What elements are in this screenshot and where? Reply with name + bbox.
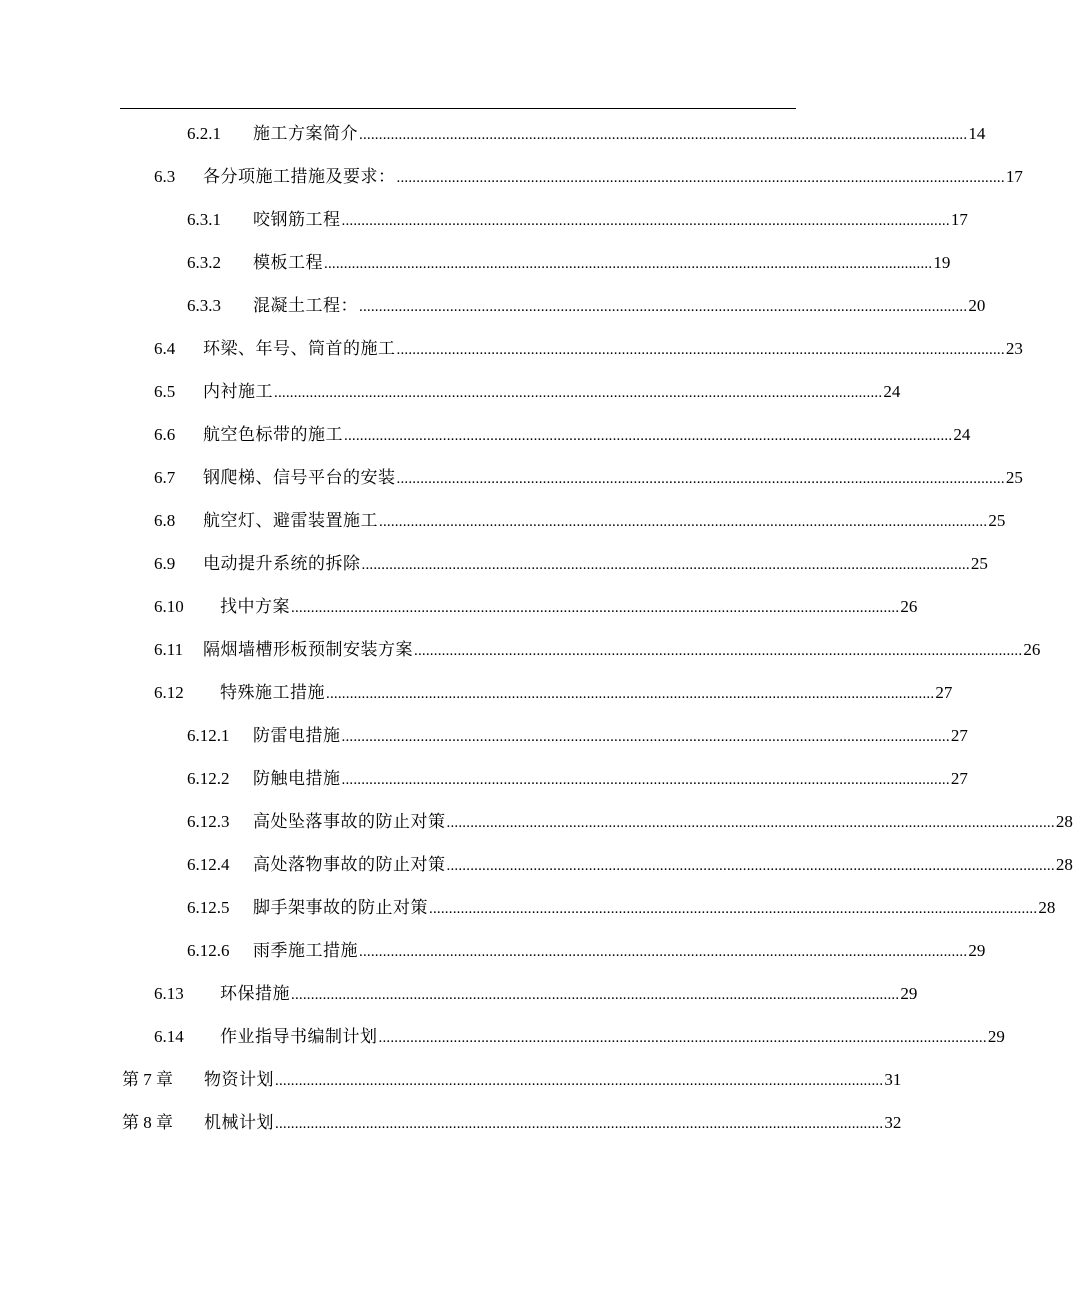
toc-entry[interactable]: [0, 552, 988, 576]
toc-entry[interactable]: [0, 208, 968, 232]
toc-entry-title: 作业指导书编制计划: [220, 1027, 378, 1047]
toc-entry-page: 28: [1055, 812, 1073, 831]
toc-entry-number: 6.12.4: [187, 855, 230, 874]
toc-entry-title: 隔烟墙槽形板预制安装方案: [203, 640, 413, 660]
toc-entry-page: 25: [970, 554, 988, 573]
toc-entry[interactable]: [0, 810, 1073, 834]
toc-entry[interactable]: [0, 939, 986, 963]
toc-entry-title: 电动提升系统的拆除: [203, 554, 361, 574]
dot-leader: ..........................................................................................................................................................: [344, 428, 953, 444]
toc-entry[interactable]: [0, 380, 920, 404]
dot-leader: ..........................................................................................................................................................: [341, 772, 950, 788]
toc-entry-title: 机械计划: [204, 1113, 274, 1133]
toc-entry-page: 27: [935, 683, 953, 702]
toc-entry-title: 钢爬梯、信号平台的安装: [203, 468, 396, 488]
toc-entry-number: 6.3.2: [187, 253, 221, 272]
toc-entry-number: 6.12.5: [187, 898, 230, 917]
dot-leader: ..........................................................................................................................................................: [291, 987, 900, 1003]
dot-leader: ..........................................................................................................................................................: [446, 815, 1055, 831]
toc-entry-page: 28: [1055, 855, 1073, 874]
dot-leader: ..........................................................................................................................................................: [446, 858, 1055, 874]
toc-entry-title: 混凝土工程：: [253, 296, 358, 316]
toc-entry-page: 19: [933, 253, 951, 272]
dot-leader: ..........................................................................................................................................................: [396, 342, 1005, 358]
toc-entry[interactable]: [0, 294, 986, 318]
toc-entry[interactable]: [0, 122, 986, 146]
toc-entry-page: 32: [884, 1113, 902, 1132]
toc-entry-page: 17: [950, 210, 968, 229]
toc-entry[interactable]: [0, 681, 953, 705]
toc-entry-page: 25: [1005, 468, 1023, 487]
toc-entry-page: 24: [953, 425, 971, 444]
toc-entry-page: 29: [900, 984, 918, 1003]
toc-entry-number: 6.4: [154, 339, 176, 358]
toc-entry-page: 27: [950, 726, 968, 745]
toc-entry-number: 6.5: [154, 382, 176, 401]
toc-entry[interactable]: [0, 767, 968, 791]
toc-entry-number: 6.9: [154, 554, 176, 573]
toc-entry-title: 航空灯、避雷装置施工: [203, 511, 378, 531]
toc-entry-number: 6.12.2: [187, 769, 230, 788]
toc-entry[interactable]: [0, 724, 968, 748]
toc-entry[interactable]: [0, 1025, 1005, 1049]
toc-entry-page: 29: [987, 1027, 1005, 1046]
toc-entry-page: 17: [1005, 167, 1023, 186]
toc-entry-title: 模板工程: [253, 253, 323, 273]
toc-entry-title: 高处落物事故的防止对策: [253, 855, 446, 875]
toc-entry[interactable]: [0, 337, 1023, 361]
dot-leader: ..........................................................................................................................................................: [429, 901, 1038, 917]
toc-entry-title: 防雷电措施: [253, 726, 341, 746]
dot-leader: ..........................................................................................................................................................: [359, 299, 968, 315]
toc-entry-number: 6.14: [154, 1027, 184, 1046]
toc-entry-number: 第 8 章: [122, 1113, 173, 1132]
toc-entry-page: 14: [968, 124, 986, 143]
toc-entry-title: 高处坠落事故的防止对策: [253, 812, 446, 832]
toc-entry[interactable]: [0, 423, 971, 447]
toc-entry-title: 咬钢筋工程: [253, 210, 341, 230]
dot-leader: ..........................................................................................................................................................: [361, 557, 970, 573]
toc-entry-title: 施工方案简介: [253, 124, 358, 144]
toc-entry-number: 6.13: [154, 984, 184, 1003]
toc-entry-number: 6.11: [154, 640, 184, 659]
toc-entry-page: 28: [1038, 898, 1056, 917]
toc-entry-title: 防触电措施: [253, 769, 341, 789]
dot-leader: ..........................................................................................................................................................: [396, 170, 1005, 186]
toc-entry[interactable]: [0, 896, 1056, 920]
dot-leader: ..........................................................................................................................................................: [379, 514, 988, 530]
toc-entry-page: 20: [968, 296, 986, 315]
dot-leader: ..........................................................................................................................................................: [326, 686, 935, 702]
toc-entry-page: 27: [950, 769, 968, 788]
toc-entry-title: 航空色标带的施工: [203, 425, 343, 445]
toc-entry[interactable]: [0, 853, 1073, 877]
toc-entry[interactable]: [0, 165, 1023, 189]
toc-entry-number: 6.3.3: [187, 296, 221, 315]
toc-entry[interactable]: [0, 466, 1023, 490]
toc-entry-page: 29: [968, 941, 986, 960]
toc-entry-page: 26: [900, 597, 918, 616]
toc-entry-page: 23: [1005, 339, 1023, 358]
toc-entry-number: 6.12.3: [187, 812, 230, 831]
dot-leader: ..........................................................................................................................................................: [414, 643, 1023, 659]
dot-leader: ..........................................................................................................................................................: [378, 1030, 987, 1046]
toc-entry-title: 特殊施工措施: [220, 683, 325, 703]
toc-entry-title: 雨季施工措施: [253, 941, 358, 961]
toc-entry-title: 脚手架事故的防止对策: [253, 898, 428, 918]
toc-entry-number: 6.3: [154, 167, 176, 186]
toc-entry-title: 物资计划: [204, 1070, 274, 1090]
dot-leader: ..........................................................................................................................................................: [275, 1116, 884, 1132]
toc-entry[interactable]: [0, 595, 920, 619]
toc-entry-title: 找中方案: [220, 597, 290, 617]
toc-entry-title: 环梁、年号、筒首的施工: [203, 339, 396, 359]
toc-entry-page: 25: [988, 511, 1006, 530]
toc-entry-number: 6.10: [154, 597, 184, 616]
toc-entry[interactable]: [0, 509, 1006, 533]
toc-entry-page: 26: [1023, 640, 1041, 659]
toc-entry[interactable]: [0, 1068, 920, 1092]
toc-entry-number: 6.12.1: [187, 726, 230, 745]
toc-entry-page: 24: [883, 382, 901, 401]
toc-entry-number: 6.8: [154, 511, 176, 530]
toc-entry-title: 环保措施: [220, 984, 290, 1004]
toc-entry-page: 31: [884, 1070, 902, 1089]
dot-leader: ..........................................................................................................................................................: [359, 127, 968, 143]
dot-leader: ..........................................................................................................................................................: [274, 385, 883, 401]
toc-entry[interactable]: [0, 1111, 920, 1135]
dot-leader: ..........................................................................................................................................................: [275, 1073, 884, 1089]
dot-leader: ..........................................................................................................................................................: [396, 471, 1005, 487]
toc-entry[interactable]: [0, 638, 1041, 662]
dot-leader: ..........................................................................................................................................................: [324, 256, 933, 272]
toc-entry-number: 6.3.1: [187, 210, 221, 229]
dot-leader: ..........................................................................................................................................................: [341, 729, 950, 745]
toc-entry[interactable]: [0, 982, 920, 1006]
dot-leader: ..........................................................................................................................................................: [291, 600, 900, 616]
toc-entry-title: 各分项施工措施及要求：: [203, 167, 396, 187]
toc-entry[interactable]: [0, 251, 951, 275]
dot-leader: ..........................................................................................................................................................: [359, 944, 968, 960]
toc-entry-number: 第 7 章: [122, 1070, 173, 1089]
toc-entry-number: 6.2.1: [187, 124, 221, 143]
toc-entry-title: 内衬施工: [203, 382, 273, 402]
toc-entry-number: 6.7: [154, 468, 176, 487]
dot-leader: ..........................................................................................................................................................: [341, 213, 950, 229]
toc-entry-number: 6.12.6: [187, 941, 230, 960]
toc-entry-number: 6.6: [154, 425, 176, 444]
toc-entry-number: 6.12: [154, 683, 184, 702]
